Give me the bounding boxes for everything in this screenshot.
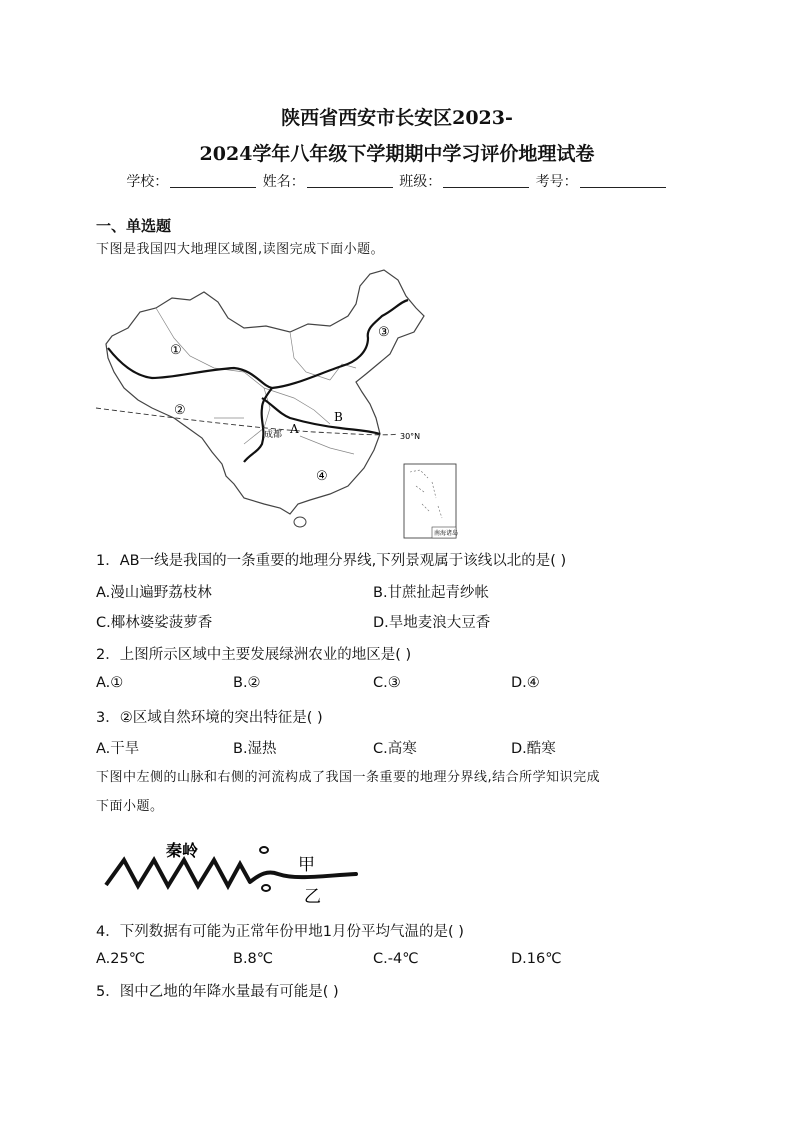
q4-option-d[interactable]: D.16℃ bbox=[511, 951, 562, 967]
region-label-3: ③ bbox=[378, 325, 390, 340]
city-label-chengdu: 成都 bbox=[264, 430, 283, 440]
q2-option-a[interactable]: A.① bbox=[96, 675, 124, 691]
section-title: 一、单选题 bbox=[96, 217, 172, 235]
inset-label: 南海诸岛 bbox=[434, 530, 459, 537]
latitude-30n-line bbox=[96, 408, 398, 435]
region-label-4: ④ bbox=[316, 469, 328, 484]
point-jia-marker bbox=[260, 847, 268, 853]
question-5-stem: 5．图中乙地的年降水量最有可能是( ) bbox=[96, 984, 339, 1000]
q4-option-c[interactable]: C.-4℃ bbox=[373, 951, 419, 967]
q3-option-d[interactable]: D.酷寒 bbox=[511, 741, 556, 757]
title-line1: 陕西省西安市长安区2023- bbox=[281, 107, 513, 129]
question-1-stem: 1．AB一线是我国的一条重要的地理分界线,下列景观属于该线以北的是( ) bbox=[96, 553, 567, 569]
intro-text-2-line1: 下图中左侧的山脉和右侧的河流构成了我国一条重要的地理分界线,结合所学知识完成 bbox=[96, 770, 601, 785]
q3-option-a[interactable]: A.干旱 bbox=[96, 741, 140, 757]
hainan-island bbox=[294, 517, 306, 527]
school-field[interactable] bbox=[170, 173, 256, 188]
region-boundary-southwest bbox=[244, 388, 272, 462]
name-label: 姓名： bbox=[262, 174, 305, 190]
point-a-label: A bbox=[290, 422, 299, 436]
q4-option-b[interactable]: B.8℃ bbox=[233, 951, 274, 967]
class-field[interactable] bbox=[443, 173, 529, 188]
q1-option-d[interactable]: D.旱地麦浪大豆香 bbox=[373, 615, 491, 631]
q1-option-b[interactable]: B.甘蔗扯起青纱帐 bbox=[373, 585, 490, 601]
intro-text-2-line2: 下面小题。 bbox=[96, 799, 164, 814]
q2-option-c[interactable]: C.③ bbox=[373, 675, 401, 691]
student-info bbox=[0, 171, 794, 191]
q2-option-d[interactable]: D.④ bbox=[511, 675, 540, 691]
name-field[interactable] bbox=[307, 173, 393, 188]
question-4-stem: 4．下列数据有可能为正常年份甲地1月份平均气温的是( ) bbox=[96, 924, 464, 940]
mountain-range-line bbox=[106, 860, 250, 886]
q4-option-a[interactable]: A.25℃ bbox=[96, 951, 146, 967]
region-label-2: ② bbox=[174, 403, 186, 418]
question-3-stem: 3．②区域自然环境的突出特征是( ) bbox=[96, 710, 323, 726]
china-regions-map bbox=[94, 268, 466, 544]
intro-text-1: 下图是我国四大地理区域图,读图完成下面小题。 bbox=[96, 242, 385, 257]
point-jia-label: 甲 bbox=[298, 855, 315, 875]
mountain-label: 秦岭 bbox=[166, 841, 199, 860]
school-label: 学校： bbox=[126, 174, 169, 190]
point-b-label: B bbox=[334, 410, 343, 424]
title-line2: 2024学年八年级下学期期中学习评价地理试卷 bbox=[199, 143, 595, 165]
q1-option-a[interactable]: A.漫山遍野荔枝林 bbox=[96, 585, 212, 601]
latitude-label: 30°N bbox=[400, 432, 421, 441]
south-china-sea-inset bbox=[404, 464, 458, 538]
qinling-huaihe-figure bbox=[100, 830, 362, 910]
point-yi-marker bbox=[262, 885, 270, 891]
point-yi-label: 乙 bbox=[304, 887, 321, 907]
q2-option-b[interactable]: B.② bbox=[233, 675, 261, 691]
class-label: 班级： bbox=[399, 174, 442, 190]
q3-option-b[interactable]: B.湿热 bbox=[233, 741, 277, 757]
q3-option-c[interactable]: C.高寒 bbox=[373, 741, 417, 757]
question-2-stem: 2．上图所示区域中主要发展绿洲农业的地区是( ) bbox=[96, 647, 412, 663]
q1-option-c[interactable]: C.椰林婆娑菠萝香 bbox=[96, 615, 213, 631]
region-label-1: ① bbox=[170, 343, 182, 358]
exam-number-field[interactable] bbox=[580, 173, 666, 188]
exam-number-label: 考号： bbox=[535, 174, 578, 190]
region-boundary-north bbox=[108, 300, 408, 388]
